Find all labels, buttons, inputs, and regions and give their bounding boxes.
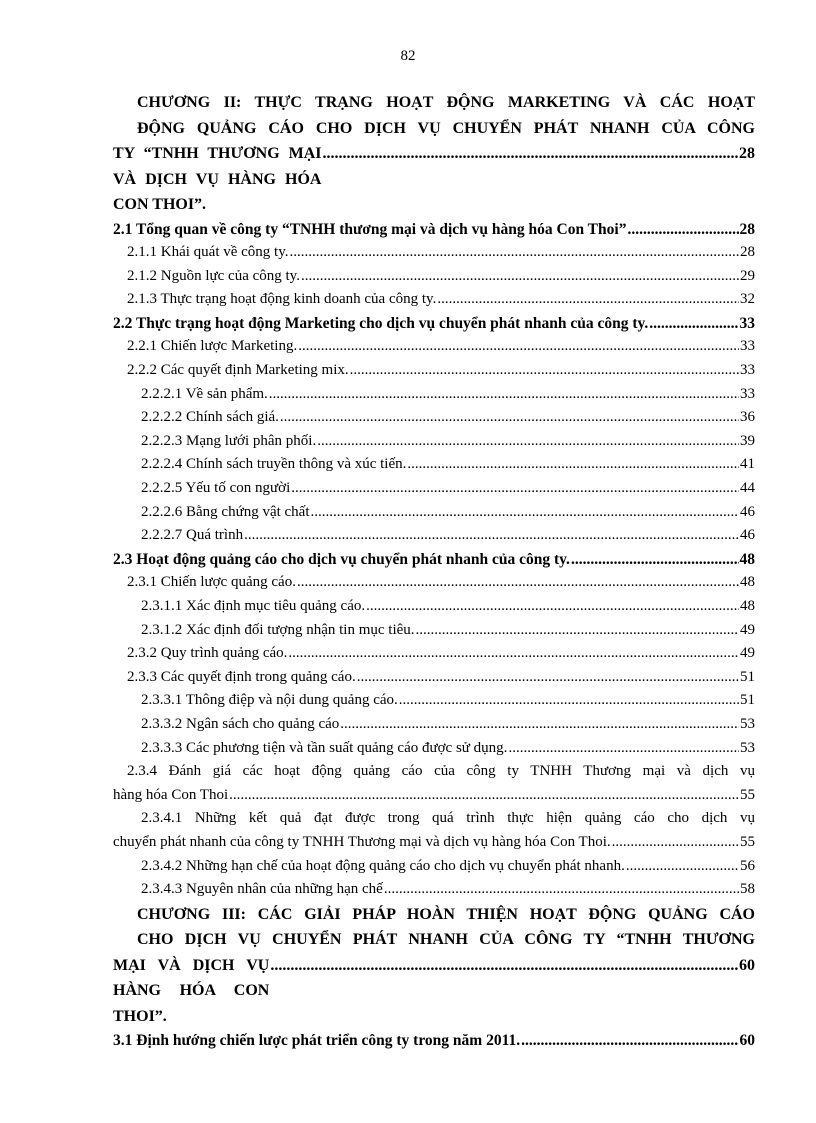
toc-entry-title: 2.3.4.2 Những hạn chế của hoạt động quảng cáo cho dịch vụ chuyển phát nhanh. <box>141 857 625 874</box>
toc-dot-leader <box>244 524 739 548</box>
toc-dot-leader <box>317 430 739 454</box>
toc-page-number: 48 <box>739 550 755 568</box>
toc-entry-title: 2.3.4.3 Nguyên nhân của những hạn chế <box>141 881 383 898</box>
toc-dot-leader <box>571 548 739 572</box>
toc-entry <box>113 524 755 548</box>
toc-chapter-last-line <box>113 141 755 218</box>
toc-page-number: 60 <box>739 1032 755 1050</box>
toc-entry <box>113 548 755 572</box>
toc-entry-title: 2.1.2 Nguồn lực của công ty. <box>127 267 300 284</box>
toc-page-number: 46 <box>740 527 755 544</box>
toc-entry-title: 2.3.3.1 Thông điệp và nội dung quảng cáo. <box>141 692 398 709</box>
toc-dot-leader <box>508 737 739 761</box>
toc-entry-title: 2.3.3.3 Các phương tiện và tần suất quảng cáo được sử dụng. <box>141 739 508 756</box>
toc-page-number: 49 <box>740 645 755 662</box>
toc-page-number: 58 <box>740 881 755 898</box>
toc-entry <box>113 1029 755 1053</box>
toc-entry <box>113 619 755 643</box>
toc-entry <box>113 760 755 807</box>
toc-page-number: 56 <box>740 857 755 874</box>
toc-chapter-line: CHƯƠNG II: THỰC TRẠNG HOẠT ĐỘNG MARKETING VÀ CÁC HOẠT <box>137 94 755 111</box>
toc-dot-leader <box>407 453 739 477</box>
toc-page-number: 51 <box>740 692 755 709</box>
toc-page-number: 48 <box>740 574 755 591</box>
toc-entry <box>113 265 755 289</box>
toc-dot-leader <box>291 477 739 501</box>
toc-page-number: 33 <box>740 338 755 355</box>
toc-entry <box>113 383 755 407</box>
toc-entry <box>113 571 755 595</box>
toc-dot-leader <box>384 878 739 902</box>
toc-dot-leader <box>311 501 739 525</box>
toc-page-number: 28 <box>739 145 755 162</box>
toc-entry-title: 2.1 Tổng quan về công ty “TNHH thương mại và dịch vụ hàng hóa Con Thoi” <box>113 220 627 238</box>
toc-dot-leader <box>416 619 739 643</box>
toc-entry-title: 2.2 Thực trạng hoạt động Marketing cho dịch vụ chuyển phát nhanh của công ty. <box>113 314 649 332</box>
toc-dot-leader <box>301 265 739 289</box>
toc-entry <box>113 312 755 336</box>
toc-page-number: 53 <box>740 715 755 732</box>
toc-entry <box>113 501 755 525</box>
toc-entry-title: 2.2.2.3 Mạng lưới phân phối. <box>141 432 317 449</box>
toc-page-number: 32 <box>740 291 755 308</box>
toc-dot-leader <box>626 855 739 879</box>
toc-entry <box>113 855 755 879</box>
toc-entry-title: 2.3 Hoạt động quảng cáo cho dịch vụ chuyển phát nhanh của công ty. <box>113 550 570 568</box>
toc-dot-leader <box>521 1029 738 1053</box>
toc-entry-title: 2.2.1 Chiến lược Marketing. <box>127 338 298 355</box>
toc-dot-leader <box>649 312 738 336</box>
toc-entry <box>113 477 755 501</box>
toc-dot-leader <box>298 335 739 359</box>
toc-entry <box>113 878 755 902</box>
toc-dot-leader <box>288 642 739 666</box>
toc-entry-continuation <box>113 784 755 808</box>
toc-entry-title: 2.3.3.2 Ngân sách cho quảng cáo <box>141 715 340 732</box>
toc-dot-leader <box>229 784 739 808</box>
toc-page-number: 55 <box>740 833 755 850</box>
toc-entry <box>113 288 755 312</box>
toc-page-number: 33 <box>740 385 755 402</box>
toc-dot-leader <box>399 689 739 713</box>
toc-entry <box>113 642 755 666</box>
toc-page-number: 36 <box>740 409 755 426</box>
toc-dot-leader <box>627 218 738 242</box>
toc-chapter-line: ĐỘNG QUẢNG CÁO CHO DỊCH VỤ CHUYỂN PHÁT NHANH CỦA CÔNG <box>137 119 755 137</box>
toc-chapter-heading <box>113 90 755 218</box>
toc-page-number: 55 <box>740 786 755 803</box>
toc-page-number: 28 <box>740 244 755 261</box>
toc-entry-title: 2.2.2.2 Chính sách giá. <box>141 409 279 426</box>
toc-page-number: 46 <box>740 503 755 520</box>
toc-entry-continuation <box>113 831 755 855</box>
toc-chapter-line: CHO DỊCH VỤ CHUYỂN PHÁT NHANH CỦA CÔNG TY “TNHH THƯƠNG <box>137 931 755 949</box>
toc-dot-leader <box>350 359 739 383</box>
toc-page-number: 48 <box>740 598 755 614</box>
toc-entry-title-cont: chuyển phát nhanh của công ty TNHH Thương mại và dịch vụ hàng hóa Con Thoi. <box>113 833 611 850</box>
toc-entry-title: 2.3.4 Đánh giá các hoạt động quảng cáo của công ty TNHH Thương mại và dịch vụ <box>127 763 755 780</box>
toc-dot-leader <box>280 406 739 430</box>
toc-entry <box>113 406 755 430</box>
toc-page-number: 33 <box>740 362 755 379</box>
toc-entry <box>113 666 755 690</box>
toc-entry-title: 2.3.1.1 Xác định mục tiêu quảng cáo. <box>141 598 366 614</box>
toc-chapter-text: TY “TNHH THƯƠNG MẠI VÀ DỊCH VỤ HÀNG HÓA CON THOI”. <box>113 145 322 213</box>
toc-page-number: 29 <box>740 267 755 284</box>
toc-dot-leader <box>270 953 738 979</box>
toc-page-number: 60 <box>739 956 755 974</box>
toc-entry-title: 2.3.3 Các quyết định trong quảng cáo. <box>127 668 356 685</box>
toc-page-number: 44 <box>740 480 755 497</box>
toc-entry-title: 2.2.2.1 Về sản phẩm. <box>141 385 268 402</box>
toc-entry <box>113 713 755 737</box>
toc-chapter-last-line <box>113 953 755 1030</box>
toc-entry-title: 3.1 Định hướng chiến lược phát triển công ty trong năm 2011. <box>113 1032 521 1050</box>
toc-entry-title: 2.3.1 Chiến lược quảng cáo. <box>127 574 296 591</box>
toc-dot-leader <box>269 383 739 407</box>
toc-dot-leader <box>437 288 739 312</box>
toc-page-number: 49 <box>740 621 755 638</box>
table-of-contents <box>113 90 755 1053</box>
toc-entry <box>113 335 755 359</box>
toc-dot-leader <box>612 831 739 855</box>
toc-entry <box>113 453 755 477</box>
toc-entry-title: 2.2.2.5 Yếu tố con người <box>141 480 291 497</box>
toc-entry-title-cont: hàng hóa Con Thoi <box>113 786 229 803</box>
toc-dot-leader <box>322 141 738 167</box>
toc-entry-title: 2.3.4.1 Những kết quả đạt được trong quá trình thực hiện quảng cáo cho dịch vụ <box>141 810 755 827</box>
toc-chapter-line: CHƯƠNG III: CÁC GIẢI PHÁP HOÀN THIỆN HOẠT ĐỘNG QUẢNG CÁO <box>137 905 755 923</box>
toc-entry <box>113 737 755 761</box>
toc-page-number: 41 <box>740 456 755 473</box>
toc-page-number: 53 <box>740 739 755 756</box>
toc-page-number: 39 <box>740 432 755 449</box>
toc-dot-leader <box>357 666 739 690</box>
toc-entry <box>113 241 755 265</box>
toc-entry <box>113 689 755 713</box>
toc-chapter-heading <box>113 902 755 1030</box>
toc-entry <box>113 430 755 454</box>
toc-dot-leader <box>297 571 739 595</box>
toc-entry-title: 2.3.1.2 Xác định đối tượng nhận tin mục tiêu. <box>141 621 415 638</box>
toc-dot-leader <box>290 241 740 265</box>
toc-entry <box>113 359 755 383</box>
toc-chapter-text: MẠI VÀ DỊCH VỤ HÀNG HÓA CON THOI”. <box>113 956 270 1025</box>
toc-entry-title: 2.2.2.7 Quá trình <box>141 527 244 544</box>
toc-entry-title: 2.2.2 Các quyết định Marketing mix. <box>127 362 349 379</box>
toc-entry-title: 2.2.2.6 Bằng chứng vật chất <box>141 503 310 520</box>
toc-entry-title: 2.1.3 Thực trạng hoạt động kinh doanh của công ty. <box>127 291 437 308</box>
toc-entry <box>113 807 755 854</box>
toc-page-number: 28 <box>739 220 755 238</box>
toc-page-number: 51 <box>740 668 755 685</box>
toc-entry <box>113 595 755 619</box>
toc-entry-title: 2.3.2 Quy trình quảng cáo. <box>127 645 288 662</box>
page-number: 82 <box>400 48 416 64</box>
toc-dot-leader <box>366 595 739 619</box>
toc-dot-leader <box>340 713 739 737</box>
toc-page-number: 33 <box>739 314 755 332</box>
toc-entry-title: 2.1.1 Khái quát về công ty. <box>127 244 289 261</box>
toc-entry-title: 2.2.2.4 Chính sách truyền thông và xúc tiến. <box>141 456 407 473</box>
toc-entry <box>113 218 755 242</box>
